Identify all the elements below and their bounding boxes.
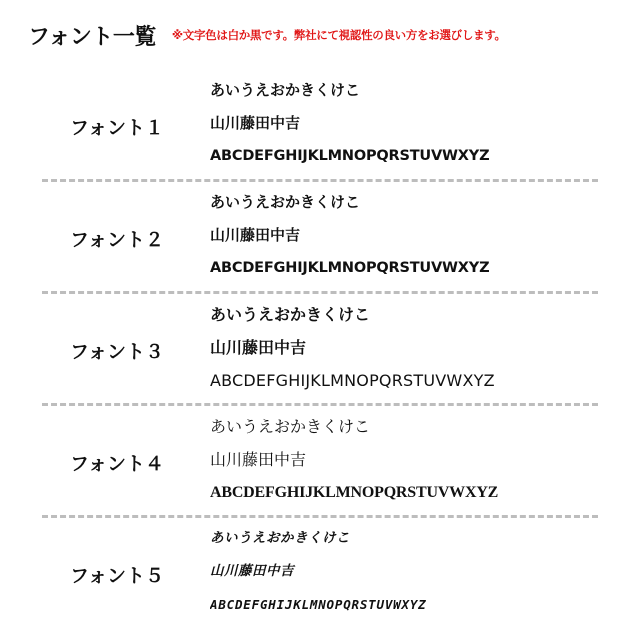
font-label-2: フォント２ — [70, 228, 165, 251]
sample-latin: ABCDEFGHIJKLMNOPQRSTUVWXYZ — [210, 484, 499, 501]
font-row-4 — [0, 406, 640, 518]
font-row-2 — [0, 182, 640, 294]
sample-hiragana: あいうえおかきくけこ — [210, 417, 371, 436]
font-row-5 — [0, 518, 640, 630]
sample-hiragana: あいうえおかきくけこ — [210, 305, 371, 324]
color-note: ※文字色は白か黒です。弊社にて視認性の良い方をお選びします。 — [171, 28, 506, 42]
font-samples-4 — [210, 410, 630, 509]
sample-latin: ABCDEFGHIJKLMNOPQRSTUVWXYZ — [210, 597, 427, 612]
sample-kanji: 山川藤田中吉 — [210, 226, 301, 244]
sample-hiragana: あいうえおかきくけこ — [210, 193, 361, 211]
font-samples-1 — [210, 74, 630, 173]
font-samples-3 — [210, 298, 630, 397]
sample-kanji: 山川藤田中吉 — [210, 338, 307, 357]
font-label-3: フォント３ — [70, 340, 165, 363]
font-label-5: フォント５ — [70, 564, 165, 587]
font-samples-2 — [210, 186, 630, 285]
font-row-1 — [0, 70, 640, 182]
sample-kanji: 山川藤田中吉 — [210, 563, 294, 579]
sample-latin: ABCDEFGHIJKLMNOPQRSTUVWXYZ — [210, 260, 490, 276]
sample-hiragana: あいうえおかきくけこ — [210, 530, 350, 546]
font-samples-5 — [210, 522, 630, 621]
sample-latin: ABCDEFGHIJKLMNOPQRSTUVWXYZ — [210, 371, 495, 390]
sample-latin: ABCDEFGHIJKLMNOPQRSTUVWXYZ — [210, 148, 490, 164]
font-label-4: フォント４ — [70, 452, 165, 475]
font-row-3 — [0, 294, 640, 406]
font-list — [0, 70, 640, 630]
page-header — [28, 18, 632, 52]
sample-hiragana: あいうえおかきくけこ — [210, 81, 361, 99]
sample-kanji: 山川藤田中吉 — [210, 450, 307, 469]
page-title: フォント一覧 — [28, 24, 156, 50]
font-label-1: フォント１ — [70, 116, 165, 139]
sample-kanji: 山川藤田中吉 — [210, 114, 301, 132]
